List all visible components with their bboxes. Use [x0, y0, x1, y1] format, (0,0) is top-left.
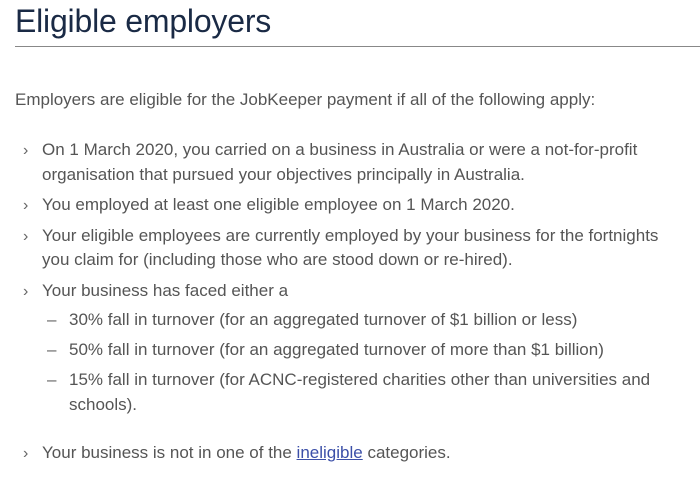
chevron-right-icon: › [23, 445, 29, 462]
title-divider [15, 46, 700, 47]
chevron-right-icon: › [23, 142, 29, 159]
criterion-business-in-australia [0, 138, 700, 187]
turnover-threshold-item [42, 338, 682, 363]
turnover-threshold-text: 30% fall in turnover (for an aggregated turnover of $1 billion or less) [69, 310, 578, 329]
chevron-right-icon: › [23, 227, 29, 245]
criterion-turnover-fall [0, 279, 700, 418]
criterion-not-ineligible [0, 441, 700, 466]
turnover-threshold-item [42, 308, 682, 333]
criterion-text: On 1 March 2020, you carried on a business in Australia or were a not-for-profit organisation that pursued your objectives principally in Australia. [42, 140, 638, 184]
criterion-employed-employee [0, 193, 700, 218]
criterion-text: Your business has faced either a [42, 280, 289, 300]
turnover-threshold-text: 15% fall in turnover (for ACNC-registered charities other than universities and schools). [69, 370, 651, 414]
criterion-text: You employed at least one eligible employee on 1 March 2020. [42, 195, 515, 214]
eligibility-criteria-list [0, 138, 700, 472]
criterion-currently-employed [0, 224, 700, 273]
ineligible-categories-link[interactable]: ineligible [296, 443, 363, 462]
intro-text: Employers are eligible for the JobKeeper payment if all of the following apply: [15, 90, 596, 109]
dash-icon: – [47, 340, 57, 359]
page-title: Eligible employers [15, 3, 272, 39]
dash-icon: – [47, 310, 57, 329]
criterion-text-before: Your business is not in one of the [42, 443, 297, 462]
turnover-threshold-item [42, 368, 682, 417]
chevron-right-icon: › [23, 197, 29, 214]
criterion-text: Your eligible employees are currently employed by your business for the fortnights you claim for (including those who are stood down or re-hired). [42, 225, 659, 269]
chevron-right-icon: › [23, 282, 29, 300]
turnover-thresholds-list [42, 308, 682, 417]
criterion-text-after: categories. [362, 443, 451, 462]
turnover-threshold-text: 50% fall in turnover (for an aggregated turnover of more than $1 billion) [69, 340, 604, 359]
dash-icon: – [47, 370, 57, 389]
